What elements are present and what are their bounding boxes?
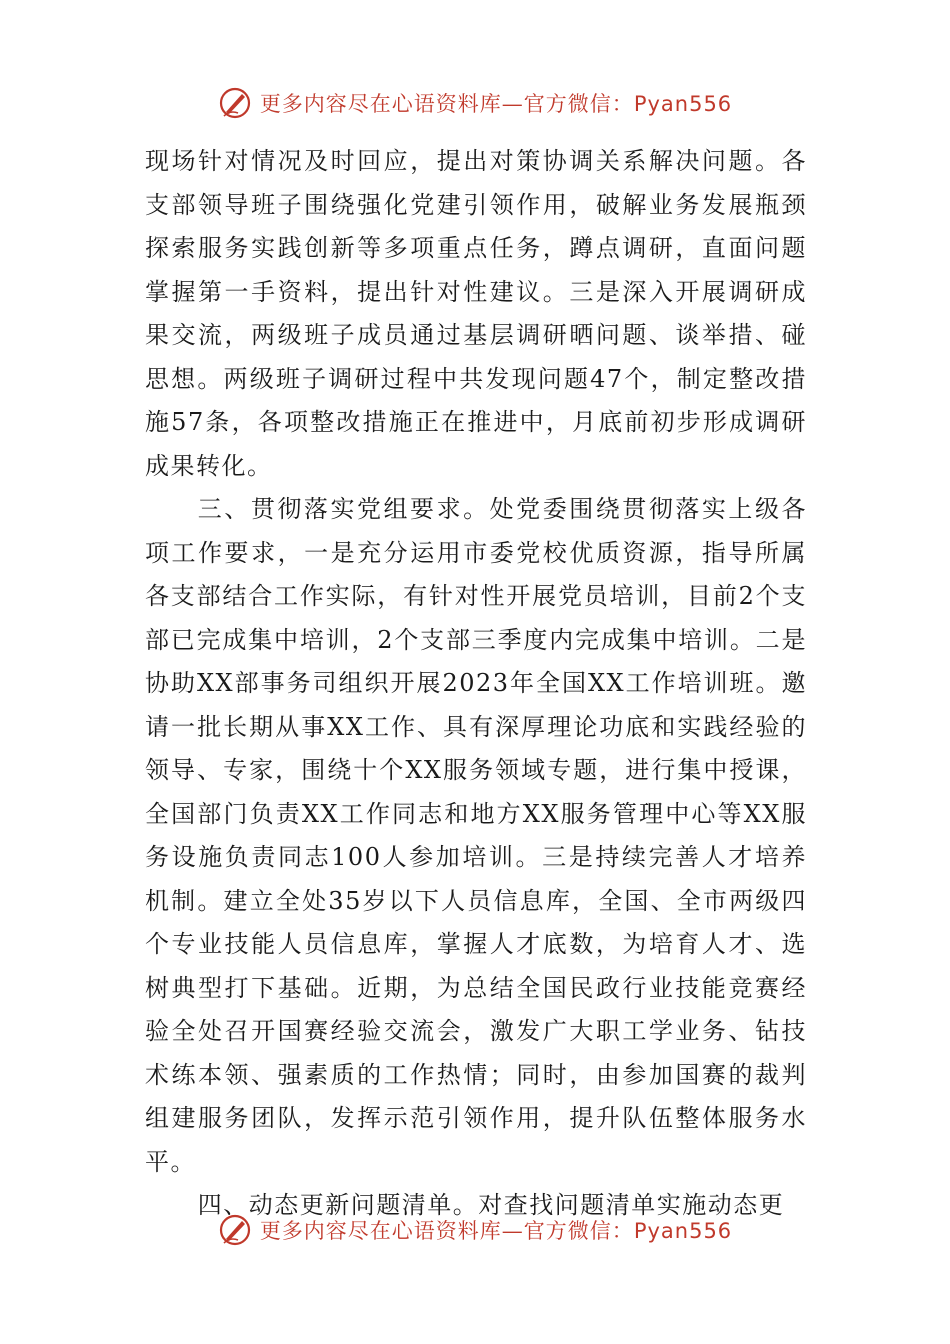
- document-body: [145, 140, 807, 1228]
- pen-circle-icon: [218, 1213, 252, 1247]
- watermark-wechat-id: Pyan556: [633, 1219, 733, 1243]
- footer-watermark: [0, 1210, 950, 1250]
- pen-circle-icon: [218, 86, 252, 120]
- paragraph-continuation: 现场针对情况及时回应，提出对策协调关系解决问题。各支部领导班子围绕强化党建引领作用，破解业务发展瓶颈探索服务实践创新等多项重点任务，蹲点调研，直面问题掌握第一手资料，提出针对性建议。三是深入开展调研成果交流，两级班子成员通过基层调研晒问题、谈举措、碰思想。两级班子调研过程中共发现问题47个，制定整改措施57条，各项整改措施正在推进中，月底前初步形成调研成果转化。: [145, 147, 807, 480]
- paragraph-section-4: 四、动态更新问题清单。对查找问题清单实施动态更: [197, 1191, 785, 1219]
- header-watermark: [0, 83, 950, 123]
- paragraph-section-3: 三、贯彻落实党组要求。处党委围绕贯彻落实上级各项工作要求，一是充分运用市委党校优质资源，指导所属各支部结合工作实际，有针对性开展党员培训，目前2个支部已完成集中培训，2个支部三季度内完成集中培训。二是协助XX部事务司组织开展2023年全国XX工作培训班。邀请一批长期从事XX工作、具有深厚理论功底和实践经验的领导、专家，围绕十个XX服务领域专题，进行集中授课，全国部门负责XX工作同志和地方XX服务管理中心等XX服务设施负责同志100人参加培训。三是持续完善人才培养机制。建立全处35岁以下人员信息库，全国、全市两级四个专业技能人员信息库，掌握人才底数，为培育人才、选树典型打下基础。近期，为总结全国民政行业技能竞赛经验全处召开国赛经验交流会，激发广大职工学业务、钻技术练本领、强素质的工作热情；同时，由参加国赛的裁判组建服务团队，发挥示范引领作用，提升队伍整体服务水平。: [145, 495, 807, 1176]
- watermark-text: [260, 88, 732, 118]
- watermark-label: 更多内容尽在心语资料库—官方微信：: [259, 1219, 634, 1243]
- watermark-wechat-id: Pyan556: [633, 92, 733, 116]
- watermark-text: [260, 1215, 732, 1245]
- watermark-label: 更多内容尽在心语资料库—官方微信：: [259, 92, 634, 116]
